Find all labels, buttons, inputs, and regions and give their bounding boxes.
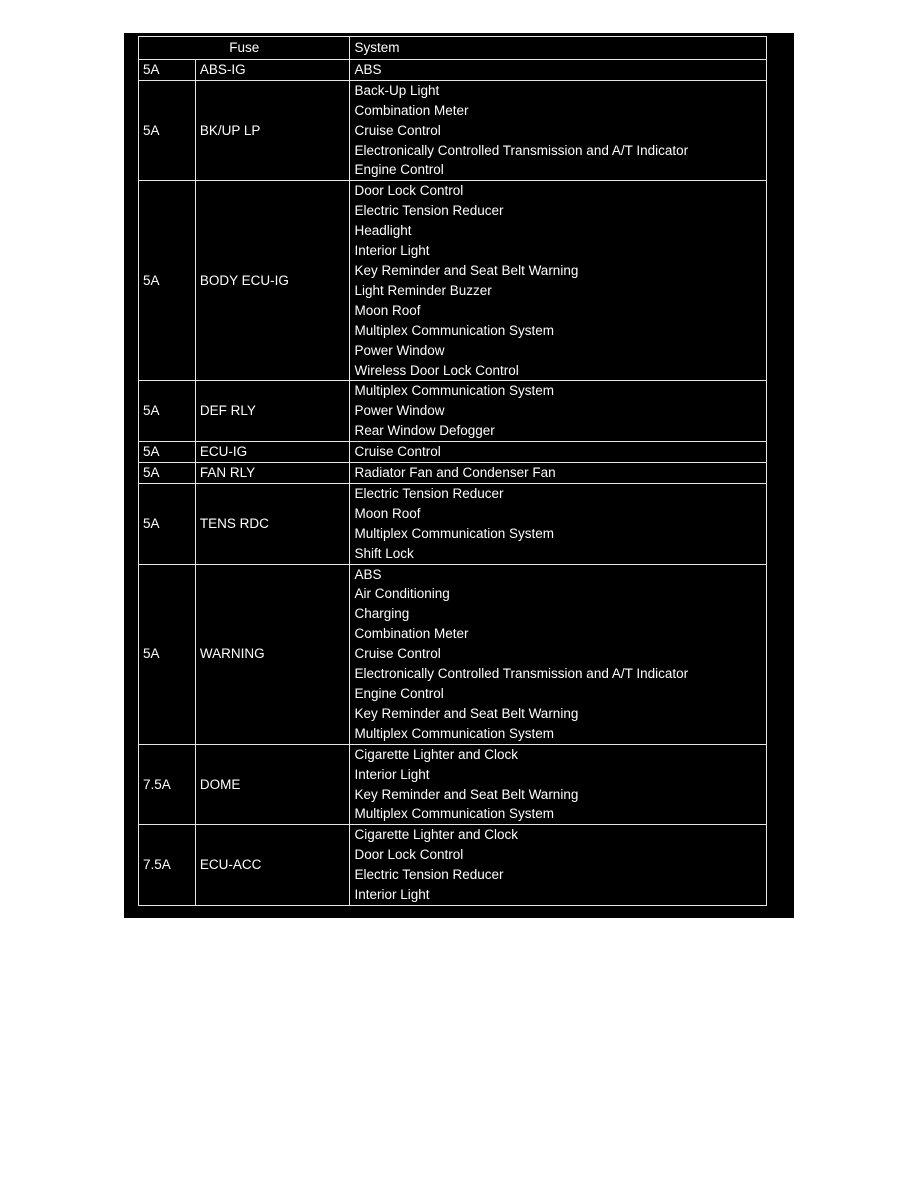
system-list: [350, 463, 767, 484]
system-item: Moon Roof: [354, 302, 421, 318]
system-list: [350, 59, 767, 80]
fuse-amperage: 5A: [139, 80, 196, 181]
system-list: [350, 564, 767, 744]
fuse-amperage: 5A: [139, 442, 196, 463]
table-row: [139, 564, 767, 744]
system-list: [350, 744, 767, 825]
system-item: Back-Up Light: [354, 82, 440, 98]
system-item: Interior Light: [354, 766, 430, 782]
system-list: [350, 442, 767, 463]
system-item: Electronically Controlled Transmission and A/T Indicator: [354, 666, 689, 682]
system-item: Engine Control: [354, 162, 444, 178]
table-row: [139, 463, 767, 484]
system-item: Cigarette Lighter and Clock: [354, 746, 519, 762]
system-item: Power Window: [354, 403, 445, 419]
system-item: Light Reminder Buzzer: [354, 282, 492, 298]
system-item: Wireless Door Lock Control: [354, 362, 519, 378]
system-item: Shift Lock: [354, 545, 414, 561]
table-header-row: [139, 37, 767, 60]
fuse-name: DEF RLY: [195, 381, 350, 442]
fuse-name: ECU-IG: [195, 442, 350, 463]
table-row: [139, 744, 767, 825]
system-item: Cruise Control: [354, 122, 441, 138]
system-item: Multiplex Communication System: [354, 322, 555, 338]
table-row: [139, 825, 767, 906]
fuse-name: BK/UP LP: [195, 80, 350, 181]
fuse-name: ECU-ACC: [195, 825, 350, 906]
system-list: [350, 181, 767, 381]
system-item: Power Window: [354, 342, 445, 358]
system-item: Interior Light: [354, 243, 430, 259]
system-list: [350, 381, 767, 442]
system-item: Door Lock Control: [354, 847, 464, 863]
table-row: [139, 483, 767, 564]
fuse-name: ABS-IG: [195, 59, 350, 80]
fuse-table: [138, 36, 767, 906]
fuse-amperage: 5A: [139, 463, 196, 484]
system-item: Multiplex Communication System: [354, 525, 555, 541]
system-item: Electric Tension Reducer: [354, 867, 504, 883]
system-list: [350, 483, 767, 564]
system-item: Air Conditioning: [354, 586, 450, 602]
system-item: Cruise Control: [354, 444, 441, 460]
system-item: Electronically Controlled Transmission and A/T Indicator: [354, 142, 689, 158]
system-item: Door Lock Control: [354, 183, 464, 199]
fuse-name: FAN RLY: [195, 463, 350, 484]
system-item: Cigarette Lighter and Clock: [354, 827, 519, 843]
table-row: [139, 59, 767, 80]
fuse-amperage: 5A: [139, 381, 196, 442]
fuse-name: DOME: [195, 744, 350, 825]
system-list: [350, 825, 767, 906]
fuse-amperage: 7.5A: [139, 825, 196, 906]
fuse-table-panel: [124, 33, 794, 918]
system-item: Electric Tension Reducer: [354, 203, 504, 219]
system-item: Headlight: [354, 223, 412, 239]
system-item: Key Reminder and Seat Belt Warning: [354, 262, 579, 278]
fuse-amperage: 5A: [139, 564, 196, 744]
system-item: Moon Roof: [354, 505, 421, 521]
system-item: Combination Meter: [354, 102, 469, 118]
table-row: [139, 181, 767, 381]
fuse-name: WARNING: [195, 564, 350, 744]
table-row: [139, 381, 767, 442]
fuse-name: TENS RDC: [195, 483, 350, 564]
system-item: Cruise Control: [354, 646, 441, 662]
fuse-amperage: 7.5A: [139, 744, 196, 825]
system-item: Interior Light: [354, 887, 430, 903]
system-item: Key Reminder and Seat Belt Warning: [354, 705, 579, 721]
system-column-header: System: [350, 37, 767, 60]
system-item: Multiplex Communication System: [354, 725, 555, 741]
system-list: [350, 80, 767, 181]
system-item: Key Reminder and Seat Belt Warning: [354, 786, 579, 802]
system-item: Engine Control: [354, 686, 444, 701]
system-item: ABS: [354, 61, 382, 77]
system-item: Charging: [354, 606, 410, 622]
system-item: Electric Tension Reducer: [354, 485, 504, 501]
fuse-amperage: 5A: [139, 59, 196, 80]
system-item: Rear Window Defogger: [354, 423, 495, 439]
system-item: ABS: [354, 566, 382, 582]
fuse-amperage: 5A: [139, 181, 196, 381]
fuse-table-body: [139, 59, 767, 905]
system-item: Combination Meter: [354, 626, 469, 642]
fuse-column-header: Fuse: [139, 37, 350, 60]
fuse-name: BODY ECU-IG: [195, 181, 350, 381]
fuse-amperage: 5A: [139, 483, 196, 564]
system-item: Radiator Fan and Condenser Fan: [354, 465, 556, 481]
system-item: Multiplex Communication System: [354, 383, 555, 399]
system-item: Multiplex Communication System: [354, 806, 555, 822]
table-row: [139, 80, 767, 181]
table-row: [139, 442, 767, 463]
